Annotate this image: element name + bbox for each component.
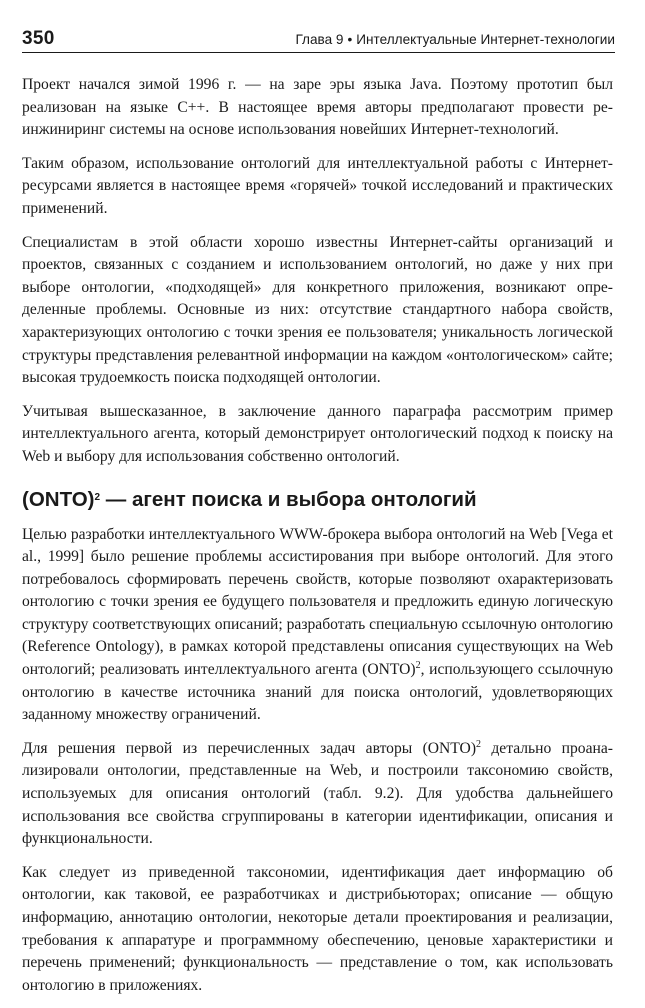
chapter-title: Интеллектуальные Интернет-технологии: [356, 32, 615, 47]
paragraph: Таким образом, использование онтологий для интеллектуальной работы с Интернет-ресурсами является в настоящее время «горячей» точкой исследований и практических применений.: [22, 154, 613, 217]
paragraph-text: , использующего ссылочную онтологию в качестве источника знаний для поиска онтологий, удовлетворяющих заданному множеству ограничений.: [22, 661, 613, 724]
paragraph: Специалистам в этой области хорошо известны Интернет-сайты организаций и проектов, связанных с созданием и использованием онтологий, но даже у них при выборе онтологии, «подходящей» для конкретного приложения, возникают определенные проблемы. Основные из них: отсутствие стандартного набора свойств, характеризующих онтологию с точки зрения ее пользователя; уникальность логической структуры представления релевантной информации на каждом «онтологическом» сайте; высокая трудоемкость поиска подходящей онтологии.: [22, 233, 613, 387]
section-heading: [22, 487, 613, 513]
section-heading-prefix: (ONTO): [22, 487, 95, 511]
superscript: 2: [476, 738, 482, 750]
bullet-separator: •: [347, 32, 353, 47]
paragraph: Проект начался зимой 1996 г. — на заре эры языка Java. Поэтому прототип был реализован на языке С++. В настоящее время авторы предполагают провести реинжиниринг системы на основе использования новейших Интернет-технологий.: [22, 76, 613, 139]
paragraph: Учитывая вышесказанное, в заключение данного параграфа рассмотрим пример интеллектуального агента, который демонстрирует онтологический подход к поиску на Web и выбору для использования собственно онтологий.: [22, 402, 613, 465]
chapter-label: Глава 9: [295, 32, 344, 47]
page-number: 350: [22, 28, 55, 49]
page-header: [22, 28, 615, 53]
paragraph: Как следует из приведенной таксономии, идентификация дает информацию об онтологии, как таковой, ее разработчиках и дистрибьюторах; описание — общую информацию, аннотацию онтологии, некоторые детали проектирования и реализации, требования к аппаратуре и программному обеспечению, ценовые характеристики и перечень применений; функциональность — представление о том, как использовать онтологию в приложениях.: [22, 863, 613, 994]
paragraph: [22, 524, 613, 727]
paragraph-text: Для решения первой из перечисленных задач авторы (ONTO): [22, 739, 477, 757]
running-head: [295, 32, 615, 47]
section-heading-suffix: — агент поиска и выбора онтологий: [100, 487, 477, 511]
page-body: [22, 74, 613, 1008]
superscript: 2: [415, 660, 421, 672]
section-heading-superscript: 2: [94, 491, 101, 503]
paragraph-text: детально проанализировали онтологии, представленные на Web, и построили таксономию свойств, используемых для описания онтологий (табл. 9.2). Для удобства дальнейшего использования все свойства сгруппированы в категории идентификации, описания и функциональности.: [22, 739, 613, 848]
paragraph: [22, 738, 613, 851]
paragraph-text: Целью разработки интеллектуального WWW-брокера выбора онтологий на Web [Vega et al., 1999] было решение проблемы ассистирования при выборе онтологий. Для этого потребовалось сформировать перечень свойств, которые позволяют охарактеризовать онтологию с точки зрения ее будущего пользователя и предложить единую логическую структуру соответствующих описаний; разработать специальную ссылочную онтологию (Reference Ontology), в рамках которой представлены описания существующих на Web онтологий; реализовать интеллектуального агента (ONTO): [22, 525, 613, 679]
